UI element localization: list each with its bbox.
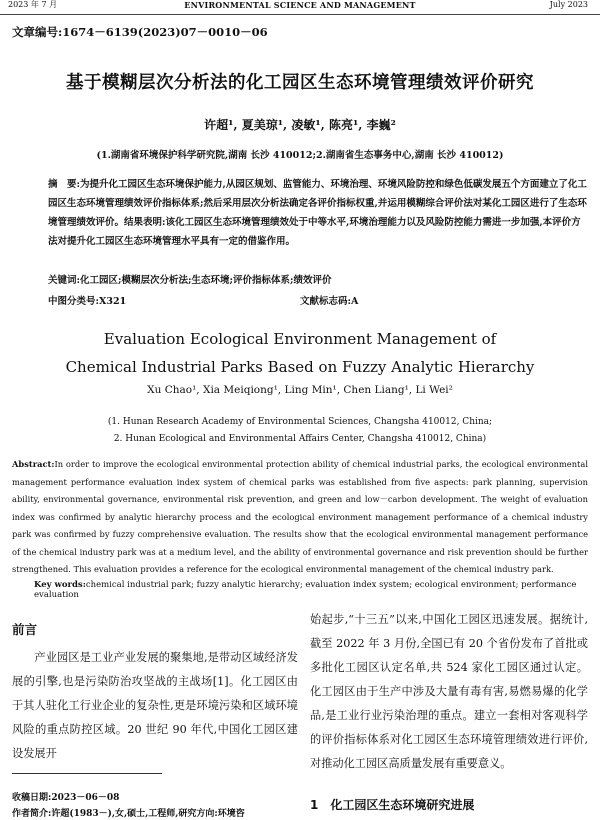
en-abstract xyxy=(12,456,588,579)
cn-doc-code-label: 文献标志码: xyxy=(300,296,352,307)
running-header xyxy=(0,0,600,15)
cn-abstract xyxy=(48,175,588,251)
cn-keywords xyxy=(48,272,332,286)
en-affiliation-line1: (1. Hunan Research Academy of Environmental Sciences, Changsha 410012, China; xyxy=(107,417,493,427)
cn-classification-label: 中图分类号: xyxy=(48,296,100,307)
body-left-column xyxy=(12,620,298,766)
article-number: 文章编号:1674－6139(2023)07－0010－06 xyxy=(12,25,268,39)
en-abstract-text: In order to improve the ecological environmental protection ability of chemical industrial parks, the ecological environmental management performance evaluation index system of chemical parks was established from five aspects: park planning, supervision ability, environmental governance, environmental risk prevention, and green and low－carbon development. The weight of evaluation index was confirmed by analytic hierarchy process and the ecological environment management performance of a chemical industry park was confirmed by fuzzy comprehensive evaluation. The results show that the ecological environmental management performance of the chemical industry park was at a medium level, and the ability of environmental governance and risk prevention should be further strengthened. This evaluation provides a reference for the ecological environmental management of the chemical industry park. xyxy=(12,459,588,574)
footnote-received-date: 收稿日期:2023－06－08 xyxy=(12,793,120,803)
header-date-cn: 2023 年 7 月 xyxy=(8,0,58,9)
cn-title: 基于模糊层次分析法的化工园区生态环境管理绩效评价研究 xyxy=(66,73,534,93)
preface-paragraph: 产业园区是工业产业发展的聚集地,是带动区域经济发展的引擎,也是污染防治攻坚战的主战场[1]。化工园区由于其人驻化工行业企业的复杂性,更是环境污染和区域环境风险的重点防控区域。20 世纪 90 年代,中国化工园区建设发展开 xyxy=(12,651,298,760)
en-title-line2: Chemical Industrial Parks Based on Fuzzy Analytic Hierarchy xyxy=(65,358,535,376)
preface-paragraph-continued: 始起步,“十三五”以来,中国化工园区迅速发展。据统计,截至 2022 年 3 月份,全国已有 20 个省份发布了首批或多批化工园区认定名单,共 524 家化工园区通过认定。化工园区由于生产中涉及大量有毒有害,易燃易爆的化学品,是工业行业污染治理的重点。建立一套相对客观科学的评价指标体系对化工园区生态环境管理绩效进行评价,对推动化工园区高质量发展有重要意义。 xyxy=(310,613,588,770)
en-abstract-label: Abstract: xyxy=(12,459,55,469)
en-affiliation-line2: 2. Hunan Ecological and Environmental Affairs Center, Changsha 410012, China) xyxy=(113,434,487,444)
preface-title: 前言 xyxy=(12,622,38,637)
cn-classification xyxy=(48,293,126,307)
header-journal-name: ENVIRONMENTAL SCIENCE AND MANAGEMENT xyxy=(184,0,416,10)
cn-authors: 许超¹, 夏美琼¹, 凌敏¹, 陈亮¹, 李巍² xyxy=(204,118,396,132)
en-title-line1: Evaluation Ecological Environment Management of xyxy=(103,330,497,348)
en-title xyxy=(0,325,600,381)
footnote-author-bio: 作者简介:许超(1983－),女,硕士,工程师,研究方向:环境咨 xyxy=(12,809,245,819)
cn-keywords-text: 化工园区;模糊层次分析法;生态环境;评价指标体系;绩效评价 xyxy=(80,275,332,286)
en-authors: Xu Chao¹, Xia Meiqiong¹, Ling Min¹, Chen Liang¹, Li Wei² xyxy=(147,384,453,396)
en-keywords-text: chemical industrial park; fuzzy analytic hierarchy; evaluation index system; ecological environment; performance evaluation xyxy=(34,580,577,600)
body-right-column xyxy=(310,608,588,776)
cn-abstract-label: 摘 要: xyxy=(48,179,81,190)
cn-affiliation: (1.湖南省环境保护科学研究院,湖南 长沙 410012;2.湖南省生态事务中心,湖南 长沙 410012) xyxy=(96,150,504,161)
footnote-divider xyxy=(12,773,162,774)
cn-abstract-text: 为提升化工园区生态环境保护能力,从园区规划、监管能力、环境治理、环境风险防控和绿色低碳发展五个方面建立了化工园区生态环境管理绩效评价指标体系;然后采用层次分析法确定各评价指标权重,并运用模糊综合评价法对某化工园区进行了生态环境管理绩效评价。结果表明:该化工园区生态环境管理绩效处于中等水平,环境治理能力以及风险防控能力需进一步加强,本评价方法对提升化工园区生态环境管理水平具有一定的借鉴作用。 xyxy=(48,179,587,247)
section1-title: 1 化工园区生态环境研究进展 xyxy=(310,798,475,812)
en-keywords xyxy=(34,580,600,600)
en-keywords-label: Key words: xyxy=(34,580,86,590)
cn-doc-code xyxy=(300,293,358,307)
en-affiliation xyxy=(0,414,600,448)
cn-classification-value: X321 xyxy=(99,296,127,307)
cn-keywords-label: 关键词: xyxy=(48,275,81,286)
cn-doc-code-value: A xyxy=(351,296,359,307)
header-date-en: July 2023 xyxy=(549,0,588,9)
